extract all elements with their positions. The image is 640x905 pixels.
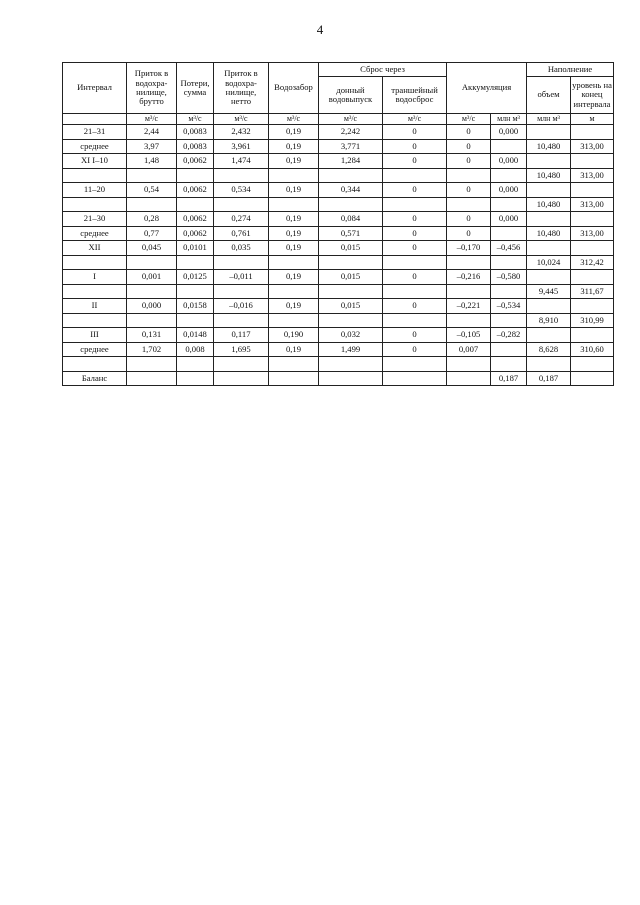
table-row [63, 197, 614, 212]
cell-inflow-net [214, 371, 269, 386]
cell-trench: 0 [383, 328, 447, 343]
cell-inflow-gross: 0,131 [127, 328, 177, 343]
cell-empty [214, 255, 269, 270]
cell-empty [214, 284, 269, 299]
table-row [63, 270, 614, 285]
cell-empty [319, 197, 383, 212]
cell-acc-vol: –0,282 [491, 328, 527, 343]
cell-acc-flow: –0,221 [447, 299, 491, 314]
cell-empty [491, 197, 527, 212]
cell-interval: среднее [63, 139, 127, 154]
cell-empty [383, 197, 447, 212]
cell-empty [177, 197, 214, 212]
cell-fill-vol [527, 328, 571, 343]
unit-inflow-net: м³/с [214, 114, 269, 125]
cell-trench: 0 [383, 270, 447, 285]
table-row [63, 226, 614, 241]
cell-fill-level [571, 154, 614, 169]
col-level-header: уровень на конец интервала [571, 77, 614, 114]
table-row [63, 241, 614, 256]
cell-empty [269, 313, 319, 328]
unit-fill-level: м [571, 114, 614, 125]
cell-fill-level: 313,00 [571, 197, 614, 212]
cell-interval: 21–31 [63, 125, 127, 140]
table-row [63, 357, 614, 372]
unit-losses: м³/с [177, 114, 214, 125]
cell-acc-flow: 0 [447, 183, 491, 198]
cell-intake: 0,19 [269, 183, 319, 198]
cell-trench: 0 [383, 226, 447, 241]
unit-inflow-gross: м³/с [127, 114, 177, 125]
cell-inflow-net: –0,011 [214, 270, 269, 285]
cell-interval: XI I–10 [63, 154, 127, 169]
cell-empty [319, 357, 383, 372]
cell-losses [177, 371, 214, 386]
cell-fill-vol [527, 299, 571, 314]
cell-empty [177, 255, 214, 270]
cell-bottom: 1,499 [319, 342, 383, 357]
cell-losses: 0,0125 [177, 270, 214, 285]
cell-intake [269, 371, 319, 386]
cell-fill-level: 310,60 [571, 342, 614, 357]
cell-fill-level [571, 371, 614, 386]
cell-inflow-net: 3,961 [214, 139, 269, 154]
cell-inflow-net: 1,695 [214, 342, 269, 357]
cell-empty [491, 284, 527, 299]
col-inflow-net-header: Приток в водохра-нилище, нетто [214, 63, 269, 114]
table-row [63, 284, 614, 299]
cell-inflow-net: 0,274 [214, 212, 269, 227]
table-row [63, 168, 614, 183]
cell-losses: 0,0062 [177, 226, 214, 241]
cell-fill-vol: 10,480 [527, 168, 571, 183]
cell-inflow-gross: 0,28 [127, 212, 177, 227]
cell-empty [177, 313, 214, 328]
cell-empty [63, 197, 127, 212]
cell-empty [269, 357, 319, 372]
cell-trench: 0 [383, 139, 447, 154]
cell-intake: 0,19 [269, 139, 319, 154]
table-row [63, 183, 614, 198]
cell-acc-flow: –0,216 [447, 270, 491, 285]
cell-interval: среднее [63, 342, 127, 357]
table-row [63, 299, 614, 314]
cell-fill-level [571, 125, 614, 140]
cell-empty [127, 168, 177, 183]
cell-inflow-gross: 3,97 [127, 139, 177, 154]
cell-empty [63, 255, 127, 270]
table-row [63, 139, 614, 154]
cell-inflow-net: 0,035 [214, 241, 269, 256]
cell-inflow-net: –0,016 [214, 299, 269, 314]
cell-empty [319, 284, 383, 299]
cell-trench: 0 [383, 125, 447, 140]
col-volume-header: объем [527, 77, 571, 114]
cell-empty [177, 357, 214, 372]
cell-fill-level [571, 183, 614, 198]
table-row [63, 212, 614, 227]
cell-empty [214, 197, 269, 212]
cell-empty [447, 255, 491, 270]
cell-interval: XII [63, 241, 127, 256]
cell-inflow-net: 0,534 [214, 183, 269, 198]
cell-empty [447, 313, 491, 328]
cell-fill-level: 310,99 [571, 313, 614, 328]
cell-empty [447, 357, 491, 372]
cell-fill-level: 313,00 [571, 226, 614, 241]
cell-intake: 0,19 [269, 226, 319, 241]
cell-losses: 0,008 [177, 342, 214, 357]
cell-empty [491, 313, 527, 328]
table-row [63, 342, 614, 357]
cell-empty [214, 313, 269, 328]
cell-acc-flow: 0 [447, 226, 491, 241]
cell-fill-vol [527, 154, 571, 169]
cell-bottom: 0,084 [319, 212, 383, 227]
cell-empty [127, 313, 177, 328]
cell-acc-vol: 0,000 [491, 183, 527, 198]
table-row [63, 125, 614, 140]
col-intake-header: Водозабор [269, 63, 319, 114]
cell-losses: 0,0101 [177, 241, 214, 256]
cell-empty [127, 357, 177, 372]
cell-acc-flow: 0,007 [447, 342, 491, 357]
col-inflow-gross-header: Приток в водохра-нилище, брутто [127, 63, 177, 114]
cell-empty [383, 313, 447, 328]
cell-empty [214, 357, 269, 372]
cell-empty [177, 168, 214, 183]
cell-trench: 0 [383, 299, 447, 314]
cell-empty [447, 284, 491, 299]
cell-empty [571, 357, 614, 372]
cell-empty [63, 357, 127, 372]
cell-acc-vol: 0,000 [491, 212, 527, 227]
cell-empty [127, 197, 177, 212]
cell-fill-vol [527, 270, 571, 285]
cell-trench: 0 [383, 183, 447, 198]
page-number: 4 [316, 22, 324, 37]
col-filling-group-header: Наполнение [527, 63, 614, 77]
cell-bottom: 0,015 [319, 270, 383, 285]
cell-losses: 0,0083 [177, 139, 214, 154]
cell-fill-level: 313,00 [571, 139, 614, 154]
cell-fill-vol: 10,480 [527, 197, 571, 212]
unit-intake: м³/с [269, 114, 319, 125]
cell-acc-vol [491, 139, 527, 154]
cell-inflow-gross: 0,000 [127, 299, 177, 314]
cell-intake: 0,190 [269, 328, 319, 343]
cell-bottom: 0,344 [319, 183, 383, 198]
cell-acc-vol: 0,000 [491, 154, 527, 169]
cell-losses: 0,0158 [177, 299, 214, 314]
unit-acc-volume: млн м³ [491, 114, 527, 125]
cell-fill-vol: 8,910 [527, 313, 571, 328]
cell-fill-level [571, 270, 614, 285]
cell-empty [269, 168, 319, 183]
cell-losses: 0,0062 [177, 183, 214, 198]
cell-fill-level [571, 212, 614, 227]
cell-trench: 0 [383, 241, 447, 256]
cell-inflow-gross: 2,44 [127, 125, 177, 140]
cell-fill-level: 311,67 [571, 284, 614, 299]
cell-interval: 21–30 [63, 212, 127, 227]
cell-losses: 0,0083 [177, 125, 214, 140]
cell-fill-vol [527, 212, 571, 227]
cell-acc-flow: 0 [447, 125, 491, 140]
cell-empty [383, 284, 447, 299]
cell-trench: 0 [383, 154, 447, 169]
cell-fill-level [571, 299, 614, 314]
cell-acc-vol: –0,580 [491, 270, 527, 285]
unit-acc-flow: м³/с [447, 114, 491, 125]
cell-losses: 0,0148 [177, 328, 214, 343]
cell-empty [491, 357, 527, 372]
cell-empty [383, 168, 447, 183]
col-discharge-group-header: Сброс через [319, 63, 447, 77]
cell-inflow-net: 0,117 [214, 328, 269, 343]
cell-fill-level [571, 241, 614, 256]
cell-bottom: 0,571 [319, 226, 383, 241]
cell-interval: среднее [63, 226, 127, 241]
cell-inflow-net: 0,761 [214, 226, 269, 241]
table-row [63, 313, 614, 328]
cell-bottom: 0,015 [319, 299, 383, 314]
cell-intake: 0,19 [269, 270, 319, 285]
cell-fill-vol [527, 125, 571, 140]
cell-inflow-gross: 0,77 [127, 226, 177, 241]
cell-intake: 0,19 [269, 342, 319, 357]
cell-empty [269, 197, 319, 212]
cell-fill-level: 312,42 [571, 255, 614, 270]
cell-inflow-net: 2,432 [214, 125, 269, 140]
cell-empty [383, 357, 447, 372]
cell-intake: 0,19 [269, 125, 319, 140]
cell-interval: II [63, 299, 127, 314]
reservoir-balance-table [62, 62, 614, 386]
cell-bottom: 0,032 [319, 328, 383, 343]
cell-fill-level: 313,00 [571, 168, 614, 183]
cell-acc-flow: –0,105 [447, 328, 491, 343]
cell-empty [319, 255, 383, 270]
cell-fill-vol: 10,480 [527, 226, 571, 241]
cell-acc-flow: 0 [447, 139, 491, 154]
cell-empty [63, 313, 127, 328]
cell-empty [491, 168, 527, 183]
cell-empty [269, 284, 319, 299]
cell-intake: 0,19 [269, 154, 319, 169]
table-row [63, 328, 614, 343]
cell-empty [177, 284, 214, 299]
unit-trench-spillway: м³/с [383, 114, 447, 125]
cell-fill-vol: 10,480 [527, 139, 571, 154]
cell-fill-vol: 0,187 [527, 371, 571, 386]
cell-inflow-gross: 0,54 [127, 183, 177, 198]
cell-intake: 0,19 [269, 299, 319, 314]
cell-empty [214, 168, 269, 183]
cell-acc-vol [491, 226, 527, 241]
cell-fill-vol [527, 241, 571, 256]
cell-interval: Баланс [63, 371, 127, 386]
cell-acc-vol: 0,000 [491, 125, 527, 140]
cell-intake: 0,19 [269, 212, 319, 227]
cell-trench: 0 [383, 342, 447, 357]
cell-acc-vol: –0,534 [491, 299, 527, 314]
cell-intake: 0,19 [269, 241, 319, 256]
cell-losses: 0,0062 [177, 212, 214, 227]
cell-empty [527, 357, 571, 372]
cell-inflow-gross: 1,702 [127, 342, 177, 357]
cell-bottom: 2,242 [319, 125, 383, 140]
cell-interval: III [63, 328, 127, 343]
cell-inflow-net: 1,474 [214, 154, 269, 169]
cell-acc-vol [491, 342, 527, 357]
col-interval-header: Интервал [63, 63, 127, 114]
cell-fill-vol: 9,445 [527, 284, 571, 299]
col-accumulation-header: Аккумуляция [447, 63, 527, 114]
cell-trench: 0 [383, 212, 447, 227]
cell-acc-flow: 0 [447, 154, 491, 169]
cell-bottom: 1,284 [319, 154, 383, 169]
table-body [63, 125, 614, 386]
unit-interval [63, 114, 127, 125]
cell-inflow-gross: 1,48 [127, 154, 177, 169]
cell-acc-vol: –0,456 [491, 241, 527, 256]
cell-empty [127, 255, 177, 270]
cell-inflow-gross: 0,045 [127, 241, 177, 256]
unit-bottom-outlet: м³/с [319, 114, 383, 125]
col-bottom-outlet-header: донный водовыпуск [319, 77, 383, 114]
table-row [63, 255, 614, 270]
cell-inflow-gross: 0,001 [127, 270, 177, 285]
cell-bottom: 0,015 [319, 241, 383, 256]
cell-bottom [319, 371, 383, 386]
cell-empty [63, 284, 127, 299]
table-row [63, 371, 614, 386]
cell-empty [319, 313, 383, 328]
cell-fill-level [571, 328, 614, 343]
col-trench-spillway-header: траншейный водосброс [383, 77, 447, 114]
cell-fill-vol [527, 183, 571, 198]
cell-empty [269, 255, 319, 270]
cell-fill-vol: 8,628 [527, 342, 571, 357]
cell-bottom: 3,771 [319, 139, 383, 154]
cell-empty [383, 255, 447, 270]
cell-losses: 0,0062 [177, 154, 214, 169]
cell-empty [319, 168, 383, 183]
cell-empty [127, 284, 177, 299]
cell-fill-vol: 10,024 [527, 255, 571, 270]
cell-empty [447, 168, 491, 183]
col-losses-header: Потери, сумма [177, 63, 214, 114]
cell-empty [491, 255, 527, 270]
cell-inflow-gross [127, 371, 177, 386]
cell-acc-flow: –0,170 [447, 241, 491, 256]
unit-fill-volume: млн м³ [527, 114, 571, 125]
cell-interval: I [63, 270, 127, 285]
cell-acc-flow: 0 [447, 212, 491, 227]
table-row [63, 154, 614, 169]
cell-acc-vol: 0,187 [491, 371, 527, 386]
cell-empty [447, 197, 491, 212]
cell-trench [383, 371, 447, 386]
cell-interval: 11–20 [63, 183, 127, 198]
cell-empty [63, 168, 127, 183]
cell-acc-flow [447, 371, 491, 386]
